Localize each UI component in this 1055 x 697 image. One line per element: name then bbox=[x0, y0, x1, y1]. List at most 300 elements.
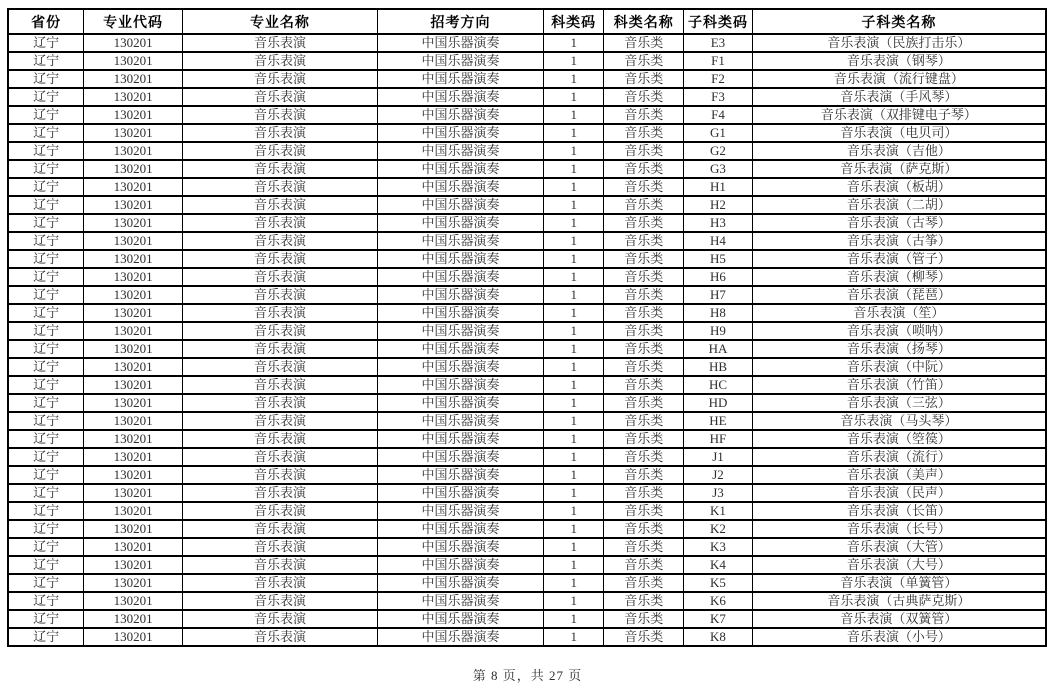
table-cell-subcategory-code: H6 bbox=[684, 268, 753, 286]
table-cell-major-name: 音乐表演 bbox=[182, 484, 377, 502]
table-cell-direction: 中国乐器演奏 bbox=[378, 196, 544, 214]
table-cell-direction: 中国乐器演奏 bbox=[378, 304, 544, 322]
table-cell-direction: 中国乐器演奏 bbox=[378, 430, 544, 448]
table-cell-province: 辽宁 bbox=[8, 376, 84, 394]
table-cell-major-name: 音乐表演 bbox=[182, 214, 377, 232]
table-cell-category-name: 音乐类 bbox=[604, 358, 684, 376]
table-row bbox=[8, 304, 1046, 322]
table-row bbox=[8, 286, 1046, 304]
table-cell-subcategory-code: HA bbox=[684, 340, 753, 358]
table-cell-category-name: 音乐类 bbox=[604, 232, 684, 250]
table-cell-category-name: 音乐类 bbox=[604, 214, 684, 232]
table-cell-category-name: 音乐类 bbox=[604, 124, 684, 142]
table-cell-category-code: 1 bbox=[544, 196, 604, 214]
table-cell-major-code: 130201 bbox=[84, 628, 183, 646]
table-cell-major-name: 音乐表演 bbox=[182, 430, 377, 448]
table-cell-major-name: 音乐表演 bbox=[182, 520, 377, 538]
table-cell-category-code: 1 bbox=[544, 142, 604, 160]
table-cell-subcategory-code: K6 bbox=[684, 592, 753, 610]
table-cell-subcategory-name: 音乐表演（长号） bbox=[752, 520, 1046, 538]
table-cell-subcategory-code: J1 bbox=[684, 448, 753, 466]
table-cell-major-code: 130201 bbox=[84, 232, 183, 250]
table-cell-subcategory-name: 音乐表演（美声） bbox=[752, 466, 1046, 484]
table-cell-direction: 中国乐器演奏 bbox=[378, 142, 544, 160]
table-cell-category-name: 音乐类 bbox=[604, 520, 684, 538]
table-cell-major-name: 音乐表演 bbox=[182, 358, 377, 376]
table-cell-category-name: 音乐类 bbox=[604, 412, 684, 430]
table-cell-direction: 中国乐器演奏 bbox=[378, 520, 544, 538]
table-cell-province: 辽宁 bbox=[8, 268, 84, 286]
table-cell-subcategory-name: 音乐表演（箜篌） bbox=[752, 430, 1046, 448]
table-cell-direction: 中国乐器演奏 bbox=[378, 160, 544, 178]
table-cell-subcategory-name: 音乐表演（萨克斯） bbox=[752, 160, 1046, 178]
table-cell-major-name: 音乐表演 bbox=[182, 286, 377, 304]
table-cell-direction: 中国乐器演奏 bbox=[378, 250, 544, 268]
table-cell-subcategory-code: HC bbox=[684, 376, 753, 394]
table-cell-province: 辽宁 bbox=[8, 430, 84, 448]
table-cell-province: 辽宁 bbox=[8, 574, 84, 592]
table-row bbox=[8, 376, 1046, 394]
table-cell-direction: 中国乐器演奏 bbox=[378, 412, 544, 430]
table-cell-category-name: 音乐类 bbox=[604, 106, 684, 124]
column-header-subcategory-code: 子科类码 bbox=[684, 9, 753, 34]
table-row bbox=[8, 520, 1046, 538]
table-cell-subcategory-name: 音乐表演（流行） bbox=[752, 448, 1046, 466]
table-cell-category-name: 音乐类 bbox=[604, 196, 684, 214]
table-cell-province: 辽宁 bbox=[8, 502, 84, 520]
table-cell-direction: 中国乐器演奏 bbox=[378, 232, 544, 250]
table-cell-subcategory-code: H7 bbox=[684, 286, 753, 304]
table-cell-category-name: 音乐类 bbox=[604, 448, 684, 466]
major-subcategory-table bbox=[7, 8, 1047, 647]
table-cell-subcategory-code: E3 bbox=[684, 34, 753, 52]
column-header-direction: 招考方向 bbox=[378, 9, 544, 34]
table-cell-category-code: 1 bbox=[544, 592, 604, 610]
table-cell-major-name: 音乐表演 bbox=[182, 592, 377, 610]
table-cell-major-name: 音乐表演 bbox=[182, 610, 377, 628]
table-cell-subcategory-code: H3 bbox=[684, 214, 753, 232]
table-cell-province: 辽宁 bbox=[8, 538, 84, 556]
table-cell-subcategory-code: F4 bbox=[684, 106, 753, 124]
table-row bbox=[8, 160, 1046, 178]
table-cell-major-name: 音乐表演 bbox=[182, 250, 377, 268]
table-cell-subcategory-code: K3 bbox=[684, 538, 753, 556]
table-cell-subcategory-code: H8 bbox=[684, 304, 753, 322]
table-cell-category-code: 1 bbox=[544, 430, 604, 448]
table-cell-subcategory-name: 音乐表演（民声） bbox=[752, 484, 1046, 502]
table-cell-province: 辽宁 bbox=[8, 628, 84, 646]
table-cell-category-name: 音乐类 bbox=[604, 484, 684, 502]
table-cell-province: 辽宁 bbox=[8, 556, 84, 574]
table-cell-category-code: 1 bbox=[544, 628, 604, 646]
table-cell-category-name: 音乐类 bbox=[604, 178, 684, 196]
table-cell-major-name: 音乐表演 bbox=[182, 304, 377, 322]
table-cell-subcategory-name: 音乐表演（古典萨克斯） bbox=[752, 592, 1046, 610]
table-cell-category-name: 音乐类 bbox=[604, 628, 684, 646]
table-row bbox=[8, 34, 1046, 52]
table-cell-major-code: 130201 bbox=[84, 178, 183, 196]
table-cell-direction: 中国乐器演奏 bbox=[378, 88, 544, 106]
table-cell-province: 辽宁 bbox=[8, 286, 84, 304]
table-cell-major-code: 130201 bbox=[84, 52, 183, 70]
table-cell-subcategory-code: H9 bbox=[684, 322, 753, 340]
table-cell-category-name: 音乐类 bbox=[604, 340, 684, 358]
table-cell-major-name: 音乐表演 bbox=[182, 70, 377, 88]
table-cell-category-code: 1 bbox=[544, 448, 604, 466]
column-header-province: 省份 bbox=[8, 9, 84, 34]
table-row bbox=[8, 340, 1046, 358]
table-row bbox=[8, 394, 1046, 412]
table-cell-subcategory-name: 音乐表演（手风琴） bbox=[752, 88, 1046, 106]
table-cell-major-name: 音乐表演 bbox=[182, 88, 377, 106]
table-cell-direction: 中国乐器演奏 bbox=[378, 484, 544, 502]
table-cell-province: 辽宁 bbox=[8, 52, 84, 70]
table-cell-category-code: 1 bbox=[544, 106, 604, 124]
table-row bbox=[8, 124, 1046, 142]
table-row bbox=[8, 88, 1046, 106]
table-row bbox=[8, 322, 1046, 340]
table-cell-category-code: 1 bbox=[544, 502, 604, 520]
table-cell-major-name: 音乐表演 bbox=[182, 160, 377, 178]
table-cell-major-code: 130201 bbox=[84, 196, 183, 214]
table-cell-major-name: 音乐表演 bbox=[182, 268, 377, 286]
table-cell-direction: 中国乐器演奏 bbox=[378, 268, 544, 286]
table-cell-subcategory-code: H2 bbox=[684, 196, 753, 214]
table-cell-direction: 中国乐器演奏 bbox=[378, 178, 544, 196]
table-cell-subcategory-name: 音乐表演（管子） bbox=[752, 250, 1046, 268]
table-cell-major-code: 130201 bbox=[84, 34, 183, 52]
table-cell-province: 辽宁 bbox=[8, 592, 84, 610]
table-cell-major-code: 130201 bbox=[84, 322, 183, 340]
table-cell-subcategory-code: K8 bbox=[684, 628, 753, 646]
table-cell-province: 辽宁 bbox=[8, 520, 84, 538]
table-cell-category-name: 音乐类 bbox=[604, 502, 684, 520]
table-cell-category-name: 音乐类 bbox=[604, 610, 684, 628]
table-row bbox=[8, 574, 1046, 592]
table-cell-subcategory-name: 音乐表演（唢呐） bbox=[752, 322, 1046, 340]
table-cell-major-code: 130201 bbox=[84, 376, 183, 394]
table-cell-category-code: 1 bbox=[544, 214, 604, 232]
table-cell-major-code: 130201 bbox=[84, 142, 183, 160]
table-cell-category-name: 音乐类 bbox=[604, 556, 684, 574]
table-cell-province: 辽宁 bbox=[8, 448, 84, 466]
table-cell-subcategory-name: 音乐表演（扬琴） bbox=[752, 340, 1046, 358]
table-cell-major-name: 音乐表演 bbox=[182, 574, 377, 592]
column-header-category-name: 科类名称 bbox=[604, 9, 684, 34]
table-cell-major-code: 130201 bbox=[84, 502, 183, 520]
table-cell-category-code: 1 bbox=[544, 52, 604, 70]
table-cell-major-name: 音乐表演 bbox=[182, 394, 377, 412]
table-cell-direction: 中国乐器演奏 bbox=[378, 610, 544, 628]
table-cell-category-name: 音乐类 bbox=[604, 538, 684, 556]
table-cell-subcategory-name: 音乐表演（吉他） bbox=[752, 142, 1046, 160]
table-row bbox=[8, 214, 1046, 232]
table-cell-category-code: 1 bbox=[544, 556, 604, 574]
table-row bbox=[8, 232, 1046, 250]
table-cell-major-code: 130201 bbox=[84, 538, 183, 556]
table-cell-subcategory-name: 音乐表演（马头琴） bbox=[752, 412, 1046, 430]
table-row bbox=[8, 250, 1046, 268]
table-row bbox=[8, 430, 1046, 448]
table-cell-category-name: 音乐类 bbox=[604, 430, 684, 448]
table-cell-major-name: 音乐表演 bbox=[182, 52, 377, 70]
table-cell-subcategory-name: 音乐表演（笙） bbox=[752, 304, 1046, 322]
table-cell-subcategory-code: F2 bbox=[684, 70, 753, 88]
table-row bbox=[8, 142, 1046, 160]
table-cell-major-code: 130201 bbox=[84, 160, 183, 178]
table-cell-province: 辽宁 bbox=[8, 232, 84, 250]
table-row bbox=[8, 448, 1046, 466]
table-cell-subcategory-code: K5 bbox=[684, 574, 753, 592]
table-cell-direction: 中国乐器演奏 bbox=[378, 106, 544, 124]
table-cell-category-code: 1 bbox=[544, 358, 604, 376]
table-cell-category-name: 音乐类 bbox=[604, 268, 684, 286]
table-cell-direction: 中国乐器演奏 bbox=[378, 358, 544, 376]
table-cell-category-code: 1 bbox=[544, 394, 604, 412]
table-row bbox=[8, 484, 1046, 502]
table-cell-major-name: 音乐表演 bbox=[182, 538, 377, 556]
table-cell-subcategory-name: 音乐表演（钢琴） bbox=[752, 52, 1046, 70]
table-row bbox=[8, 628, 1046, 646]
table-row bbox=[8, 556, 1046, 574]
table-cell-category-name: 音乐类 bbox=[604, 286, 684, 304]
table-cell-category-code: 1 bbox=[544, 520, 604, 538]
table-cell-subcategory-name: 音乐表演（大管） bbox=[752, 538, 1046, 556]
table-cell-subcategory-code: H4 bbox=[684, 232, 753, 250]
table-cell-direction: 中国乐器演奏 bbox=[378, 592, 544, 610]
table-cell-major-code: 130201 bbox=[84, 214, 183, 232]
table-cell-category-code: 1 bbox=[544, 322, 604, 340]
table-cell-major-name: 音乐表演 bbox=[182, 142, 377, 160]
table-cell-category-code: 1 bbox=[544, 466, 604, 484]
table-cell-major-code: 130201 bbox=[84, 124, 183, 142]
table-cell-subcategory-name: 音乐表演（古筝） bbox=[752, 232, 1046, 250]
table-cell-category-code: 1 bbox=[544, 304, 604, 322]
table-cell-subcategory-code: G1 bbox=[684, 124, 753, 142]
table-cell-major-code: 130201 bbox=[84, 358, 183, 376]
table-cell-direction: 中国乐器演奏 bbox=[378, 448, 544, 466]
table-cell-major-name: 音乐表演 bbox=[182, 466, 377, 484]
table-row bbox=[8, 52, 1046, 70]
column-header-subcategory-name: 子科类名称 bbox=[752, 9, 1046, 34]
table-cell-major-name: 音乐表演 bbox=[182, 178, 377, 196]
table-cell-direction: 中国乐器演奏 bbox=[378, 556, 544, 574]
table-header-row bbox=[8, 9, 1046, 34]
table-cell-subcategory-code: G3 bbox=[684, 160, 753, 178]
table-cell-subcategory-name: 音乐表演（电贝司） bbox=[752, 124, 1046, 142]
table-cell-major-code: 130201 bbox=[84, 88, 183, 106]
table-cell-subcategory-code: H1 bbox=[684, 178, 753, 196]
table-cell-major-name: 音乐表演 bbox=[182, 502, 377, 520]
table-cell-category-name: 音乐类 bbox=[604, 70, 684, 88]
page-number-footer: 第 8 页，共 27 页 bbox=[472, 668, 583, 683]
table-cell-subcategory-code: G2 bbox=[684, 142, 753, 160]
table-cell-major-code: 130201 bbox=[84, 430, 183, 448]
table-row bbox=[8, 610, 1046, 628]
table-cell-major-code: 130201 bbox=[84, 448, 183, 466]
table-cell-province: 辽宁 bbox=[8, 394, 84, 412]
table-cell-category-code: 1 bbox=[544, 88, 604, 106]
table-cell-subcategory-name: 音乐表演（柳琴） bbox=[752, 268, 1046, 286]
table-cell-province: 辽宁 bbox=[8, 484, 84, 502]
table-row bbox=[8, 466, 1046, 484]
table-cell-direction: 中国乐器演奏 bbox=[378, 34, 544, 52]
table-cell-category-code: 1 bbox=[544, 160, 604, 178]
table-cell-subcategory-name: 音乐表演（竹笛） bbox=[752, 376, 1046, 394]
table-cell-major-code: 130201 bbox=[84, 340, 183, 358]
table-cell-subcategory-code: HF bbox=[684, 430, 753, 448]
table-cell-category-name: 音乐类 bbox=[604, 88, 684, 106]
table-cell-subcategory-name: 音乐表演（琵琶） bbox=[752, 286, 1046, 304]
table-cell-major-code: 130201 bbox=[84, 466, 183, 484]
table-cell-direction: 中国乐器演奏 bbox=[378, 538, 544, 556]
table-cell-province: 辽宁 bbox=[8, 610, 84, 628]
table-cell-province: 辽宁 bbox=[8, 160, 84, 178]
table-cell-province: 辽宁 bbox=[8, 412, 84, 430]
table-cell-subcategory-name: 音乐表演（中阮） bbox=[752, 358, 1046, 376]
table-cell-category-name: 音乐类 bbox=[604, 592, 684, 610]
table-cell-category-name: 音乐类 bbox=[604, 304, 684, 322]
table-cell-category-code: 1 bbox=[544, 610, 604, 628]
table-cell-category-name: 音乐类 bbox=[604, 322, 684, 340]
table-cell-category-name: 音乐类 bbox=[604, 142, 684, 160]
table-cell-subcategory-name: 音乐表演（双排键电子琴） bbox=[752, 106, 1046, 124]
table-cell-major-code: 130201 bbox=[84, 70, 183, 88]
table-cell-major-name: 音乐表演 bbox=[182, 628, 377, 646]
table-cell-major-code: 130201 bbox=[84, 394, 183, 412]
table-cell-category-name: 音乐类 bbox=[604, 376, 684, 394]
table-row bbox=[8, 358, 1046, 376]
table-cell-direction: 中国乐器演奏 bbox=[378, 466, 544, 484]
table-row bbox=[8, 178, 1046, 196]
table-cell-direction: 中国乐器演奏 bbox=[378, 214, 544, 232]
table-cell-major-name: 音乐表演 bbox=[182, 376, 377, 394]
column-header-category-code: 科类码 bbox=[544, 9, 604, 34]
table-cell-direction: 中国乐器演奏 bbox=[378, 340, 544, 358]
table-cell-major-name: 音乐表演 bbox=[182, 196, 377, 214]
table-cell-major-name: 音乐表演 bbox=[182, 448, 377, 466]
table-cell-province: 辽宁 bbox=[8, 340, 84, 358]
table-cell-category-name: 音乐类 bbox=[604, 34, 684, 52]
table-cell-category-code: 1 bbox=[544, 484, 604, 502]
table-cell-subcategory-code: F3 bbox=[684, 88, 753, 106]
table-cell-subcategory-name: 音乐表演（单簧管） bbox=[752, 574, 1046, 592]
table-cell-direction: 中国乐器演奏 bbox=[378, 286, 544, 304]
table-cell-major-name: 音乐表演 bbox=[182, 556, 377, 574]
table-cell-subcategory-name: 音乐表演（大号） bbox=[752, 556, 1046, 574]
table-cell-category-code: 1 bbox=[544, 250, 604, 268]
column-header-major-code: 专业代码 bbox=[84, 9, 183, 34]
table-cell-category-name: 音乐类 bbox=[604, 574, 684, 592]
table-row bbox=[8, 412, 1046, 430]
table-cell-major-code: 130201 bbox=[84, 574, 183, 592]
table-cell-province: 辽宁 bbox=[8, 466, 84, 484]
table-cell-category-code: 1 bbox=[544, 412, 604, 430]
column-header-major-name: 专业名称 bbox=[182, 9, 377, 34]
table-cell-major-code: 130201 bbox=[84, 556, 183, 574]
table-cell-direction: 中国乐器演奏 bbox=[378, 574, 544, 592]
table-cell-category-code: 1 bbox=[544, 268, 604, 286]
table-cell-province: 辽宁 bbox=[8, 358, 84, 376]
table-cell-subcategory-name: 音乐表演（长笛） bbox=[752, 502, 1046, 520]
table-cell-province: 辽宁 bbox=[8, 34, 84, 52]
table-row bbox=[8, 592, 1046, 610]
table-cell-province: 辽宁 bbox=[8, 142, 84, 160]
table-cell-major-code: 130201 bbox=[84, 268, 183, 286]
table-cell-province: 辽宁 bbox=[8, 196, 84, 214]
table-cell-subcategory-code: J3 bbox=[684, 484, 753, 502]
table-row bbox=[8, 70, 1046, 88]
table-cell-category-code: 1 bbox=[544, 70, 604, 88]
table-cell-major-code: 130201 bbox=[84, 250, 183, 268]
table-cell-province: 辽宁 bbox=[8, 88, 84, 106]
table-cell-subcategory-code: HE bbox=[684, 412, 753, 430]
table-cell-category-code: 1 bbox=[544, 340, 604, 358]
table-cell-subcategory-code: HD bbox=[684, 394, 753, 412]
table-cell-major-name: 音乐表演 bbox=[182, 34, 377, 52]
table-cell-subcategory-name: 音乐表演（流行键盘） bbox=[752, 70, 1046, 88]
table-cell-category-code: 1 bbox=[544, 34, 604, 52]
table-cell-direction: 中国乐器演奏 bbox=[378, 628, 544, 646]
table-cell-category-name: 音乐类 bbox=[604, 160, 684, 178]
table-row bbox=[8, 502, 1046, 520]
table-cell-subcategory-code: K4 bbox=[684, 556, 753, 574]
table-cell-major-name: 音乐表演 bbox=[182, 322, 377, 340]
table-cell-major-name: 音乐表演 bbox=[182, 232, 377, 250]
table-cell-direction: 中国乐器演奏 bbox=[378, 322, 544, 340]
table-cell-direction: 中国乐器演奏 bbox=[378, 124, 544, 142]
table-row bbox=[8, 106, 1046, 124]
table-cell-province: 辽宁 bbox=[8, 304, 84, 322]
table-cell-major-name: 音乐表演 bbox=[182, 340, 377, 358]
table-cell-subcategory-name: 音乐表演（三弦） bbox=[752, 394, 1046, 412]
table-cell-major-code: 130201 bbox=[84, 484, 183, 502]
table-cell-subcategory-code: J2 bbox=[684, 466, 753, 484]
table-cell-subcategory-name: 音乐表演（小号） bbox=[752, 628, 1046, 646]
table-cell-subcategory-code: H5 bbox=[684, 250, 753, 268]
table-cell-subcategory-code: K2 bbox=[684, 520, 753, 538]
table-cell-major-name: 音乐表演 bbox=[182, 412, 377, 430]
table-cell-subcategory-name: 音乐表演（板胡） bbox=[752, 178, 1046, 196]
table-cell-direction: 中国乐器演奏 bbox=[378, 70, 544, 88]
table-row bbox=[8, 196, 1046, 214]
table-cell-major-code: 130201 bbox=[84, 304, 183, 322]
table-cell-direction: 中国乐器演奏 bbox=[378, 52, 544, 70]
table-cell-category-code: 1 bbox=[544, 124, 604, 142]
table-cell-subcategory-name: 音乐表演（古琴） bbox=[752, 214, 1046, 232]
table-cell-province: 辽宁 bbox=[8, 214, 84, 232]
table-cell-category-code: 1 bbox=[544, 286, 604, 304]
table-row bbox=[8, 538, 1046, 556]
table-cell-major-code: 130201 bbox=[84, 106, 183, 124]
table-cell-category-name: 音乐类 bbox=[604, 394, 684, 412]
table-cell-province: 辽宁 bbox=[8, 70, 84, 88]
table-cell-subcategory-code: K1 bbox=[684, 502, 753, 520]
table-cell-category-name: 音乐类 bbox=[604, 52, 684, 70]
table-cell-category-name: 音乐类 bbox=[604, 250, 684, 268]
table-cell-subcategory-name: 音乐表演（民族打击乐） bbox=[752, 34, 1046, 52]
table-cell-category-code: 1 bbox=[544, 538, 604, 556]
table-cell-category-code: 1 bbox=[544, 232, 604, 250]
table-cell-major-code: 130201 bbox=[84, 592, 183, 610]
table-cell-subcategory-code: F1 bbox=[684, 52, 753, 70]
table-cell-major-code: 130201 bbox=[84, 520, 183, 538]
table-cell-category-code: 1 bbox=[544, 376, 604, 394]
table-cell-province: 辽宁 bbox=[8, 106, 84, 124]
table-cell-province: 辽宁 bbox=[8, 124, 84, 142]
table-cell-major-code: 130201 bbox=[84, 610, 183, 628]
table-cell-category-code: 1 bbox=[544, 574, 604, 592]
